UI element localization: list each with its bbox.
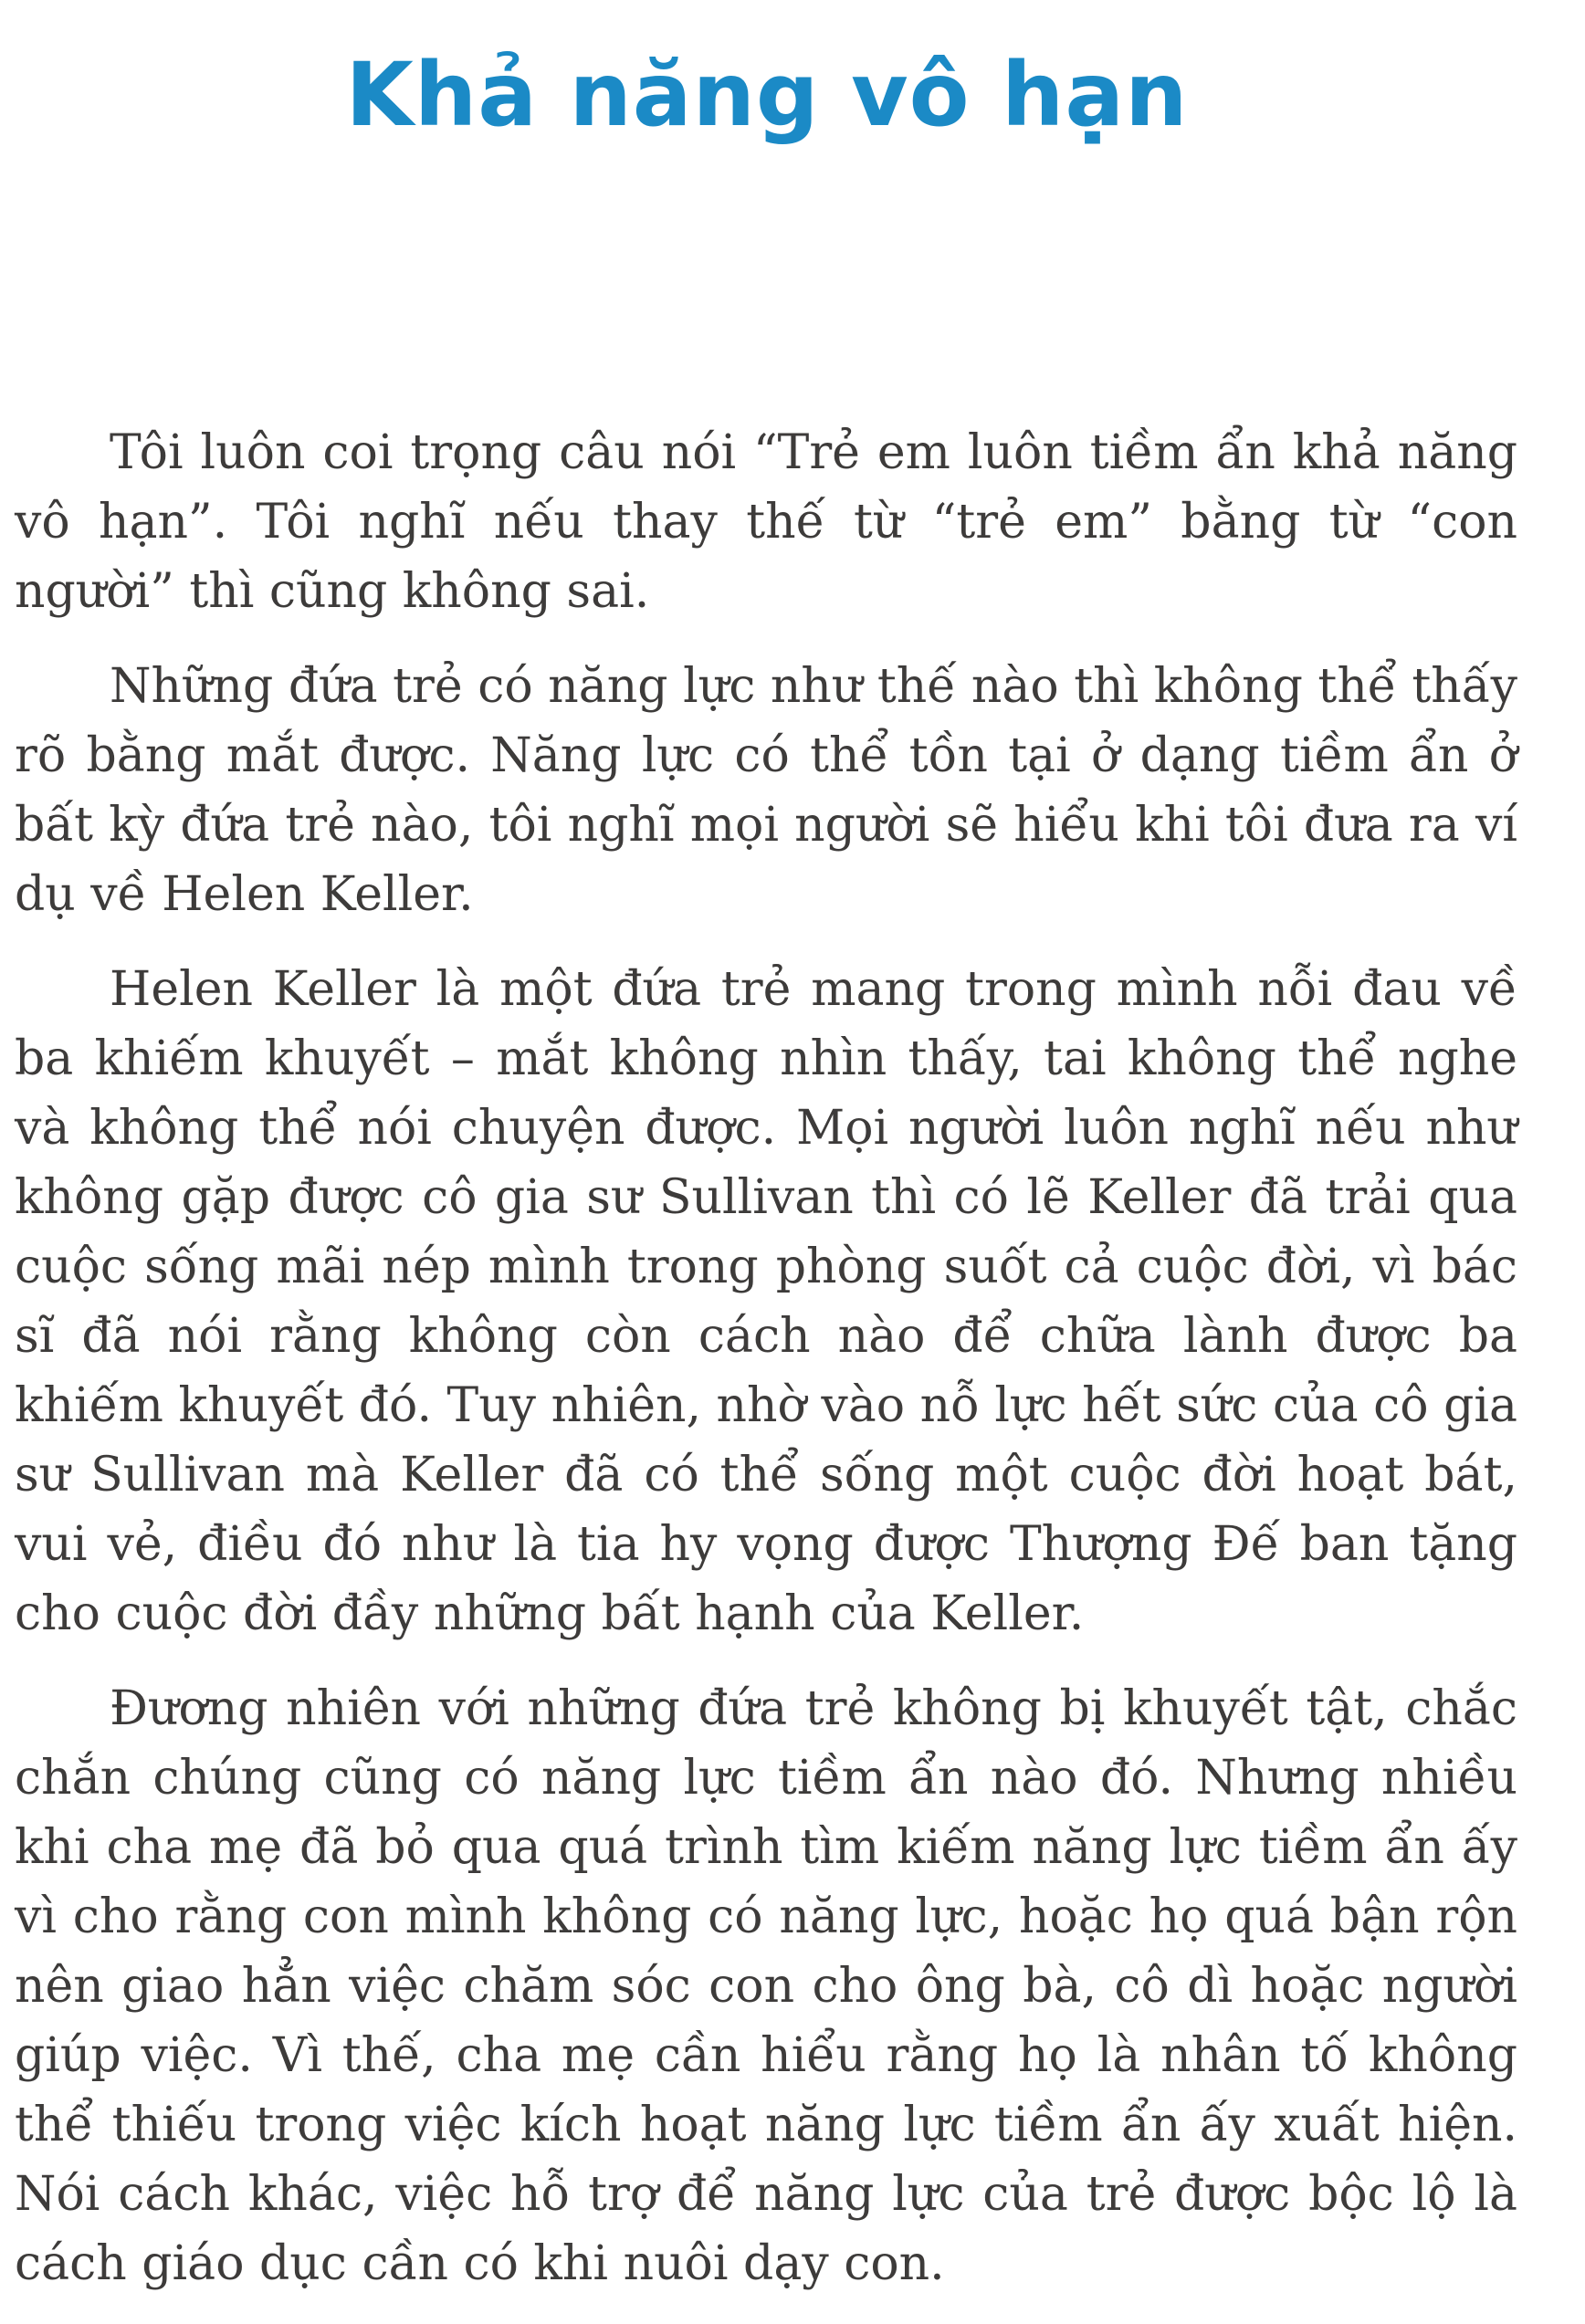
body-text [15, 418, 1517, 2324]
paragraph-2: Những đứa trẻ có năng lực như thế nào thì không thể thấy rõ bằng mắt được. Năng lực có thể tồn tại ở dạng tiềm ẩn ở bất kỳ đứa trẻ nào, tôi nghĩ mọi người sẽ hiểu khi tôi đưa ra ví dụ về Helen Keller. [15, 659, 1517, 922]
paragraph-1: Tôi luôn coi trọng câu nói “Trẻ em luôn tiềm ẩn khả năng vô hạn”. Tôi nghĩ nếu thay thế từ “trẻ em” bằng từ “con người” thì cũng không sai. [15, 425, 1517, 619]
paragraph-3: Helen Keller là một đứa trẻ mang trong mình nỗi đau về ba khiếm khuyết – mắt không nhìn thấy, tai không thể nghe và không thể nói chuyện được. Mọi người luôn nghĩ nếu như không gặp được cô gia sư Sullivan thì có lẽ Keller đã trải qua cuộc sống mãi nép mình trong phòng suốt cả cuộc đời, vì bác sĩ đã nói rằng không còn cách nào để chữa lành được ba khiếm khuyết đó. Tuy nhiên, nhờ vào nỗ lực hết sức của cô gia sư Sullivan mà Keller đã có thể sống một cuộc đời hoạt bát, vui vẻ, điều đó như là tia hy vọng được Thượng Đế ban tặng cho cuộc đời đầy những bất hạnh của Keller. [15, 962, 1517, 1641]
paragraph-4: Đương nhiên với những đứa trẻ không bị khuyết tật, chắc chắn chúng cũng có năng lực tiềm ẩn nào đó. Nhưng nhiều khi cha mẹ đã bỏ qua quá trình tìm kiếm năng lực tiềm ẩn ấy vì cho rằng con mình không có năng lực, hoặc họ quá bận rộn nên giao hẳn việc chăm sóc con cho ông bà, cô dì hoặc người giúp việc. Vì thế, cha mẹ cần hiểu rằng họ là nhân tố không thể thiếu trong việc kích hoạt năng lực tiềm ẩn ấy xuất hiện. Nói cách khác, việc hỗ trợ để năng lực của trẻ được bộc lộ là cách giáo dục cần có khi nuôi dạy con. [15, 1681, 1517, 2291]
chapter-title: Khả năng vô hạn [345, 44, 1189, 146]
